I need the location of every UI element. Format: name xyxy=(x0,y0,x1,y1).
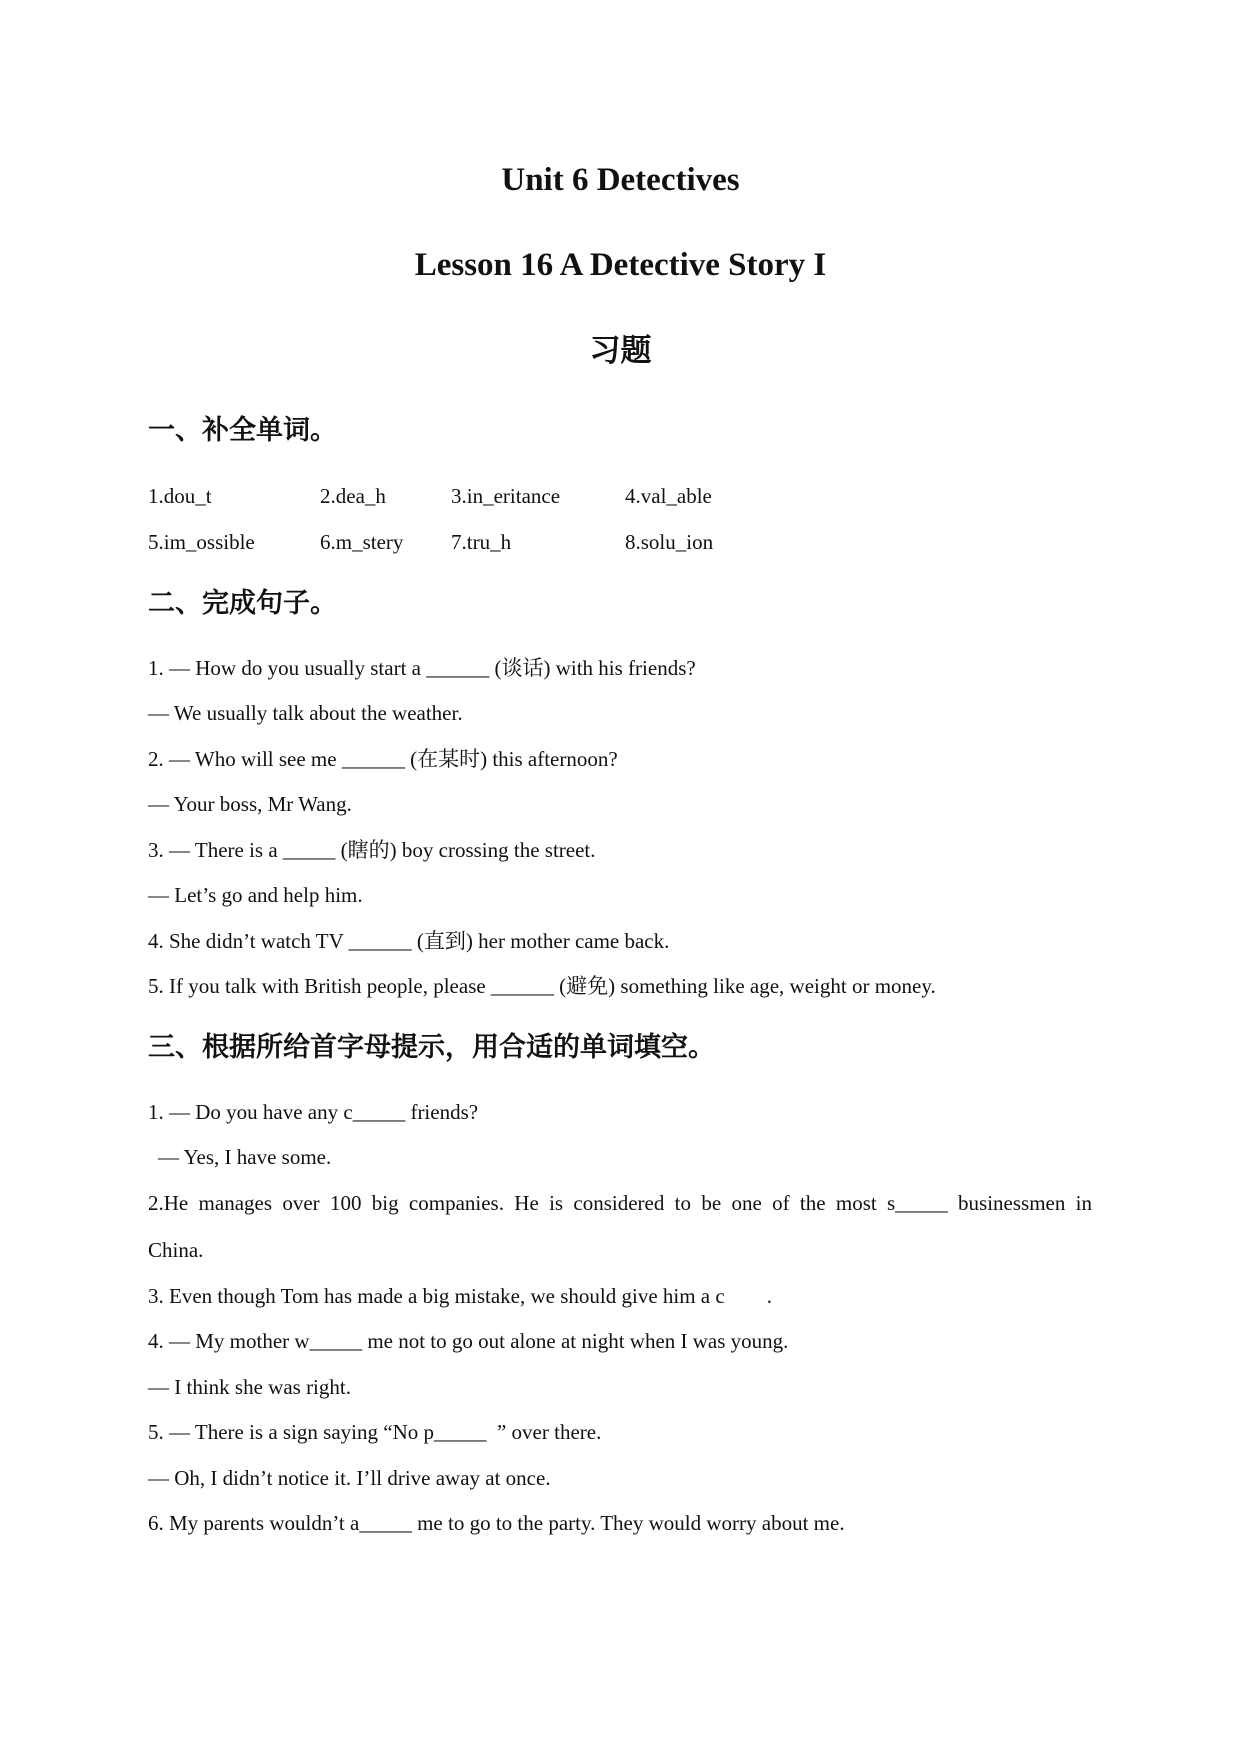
sentence-line: 5. If you talk with British people, please ______ (避免) something like age, weight or money. xyxy=(148,974,936,998)
word-item: 3.in_eritance xyxy=(451,484,561,508)
word-item: 2.dea_h xyxy=(320,484,386,508)
sentence-line: 4. She didn’t watch TV ______ (直到) her mother came back. xyxy=(148,929,670,953)
unit-title: Unit 6 Detectives xyxy=(501,162,740,198)
word-item: 6.m_stery xyxy=(320,530,404,554)
word-item: 7.tru_h xyxy=(451,530,512,554)
sentence-line: — We usually talk about the weather. xyxy=(148,701,463,725)
word-item: 5.im_ossible xyxy=(148,530,255,554)
section-3-heading: 三、根据所给首字母提示，用合适的单词填空。 xyxy=(148,1032,715,1063)
lesson-title: Lesson 16 A Detective Story I xyxy=(414,247,827,283)
answer-5: — Oh, I didn’t notice it. I’ll drive away at once. xyxy=(148,1466,551,1490)
question-6: 6. My parents wouldn’t a_____ me to go to the party. They would worry about me. xyxy=(148,1511,845,1535)
question-2-line-1: 2.He manages over 100 big companies. He is considered to be one of the most s_____ businessmen in xyxy=(148,1191,1092,1215)
question-4: 4. — My mother w_____ me not to go out alone at night when I was young. xyxy=(148,1329,789,1353)
section-2-heading: 二、完成句子。 xyxy=(148,588,337,619)
question-1: 1. — Do you have any c_____ friends? xyxy=(148,1100,479,1124)
sentence-line: 3. — There is a _____ (瞎的) boy crossing the street. xyxy=(148,838,596,862)
word-item: 4.val_able xyxy=(625,484,712,508)
section-1-heading: 一、补全单词。 xyxy=(148,415,337,446)
sentence-line: 2. — Who will see me ______ (在某时) this afternoon? xyxy=(148,747,618,771)
sentence-line: — Let’s go and help him. xyxy=(148,883,363,907)
question-5: 5. — There is a sign saying “No p_____ ” over there. xyxy=(148,1420,602,1444)
sentence-line: 1. — How do you usually start a ______ (谈话) with his friends? xyxy=(148,656,696,680)
answer-1: — Yes, I have some. xyxy=(158,1145,332,1169)
word-item: 8.solu_ion xyxy=(625,530,714,554)
sentence-line: — Your boss, Mr Wang. xyxy=(148,792,352,816)
word-item: 1.dou_t xyxy=(148,484,212,508)
exercise-label: 习题 xyxy=(589,333,652,369)
question-3: 3. Even though Tom has made a big mistake, we should give him a c . xyxy=(148,1284,772,1308)
answer-4: — I think she was right. xyxy=(148,1375,351,1399)
question-2-line-2: China. xyxy=(148,1238,204,1262)
